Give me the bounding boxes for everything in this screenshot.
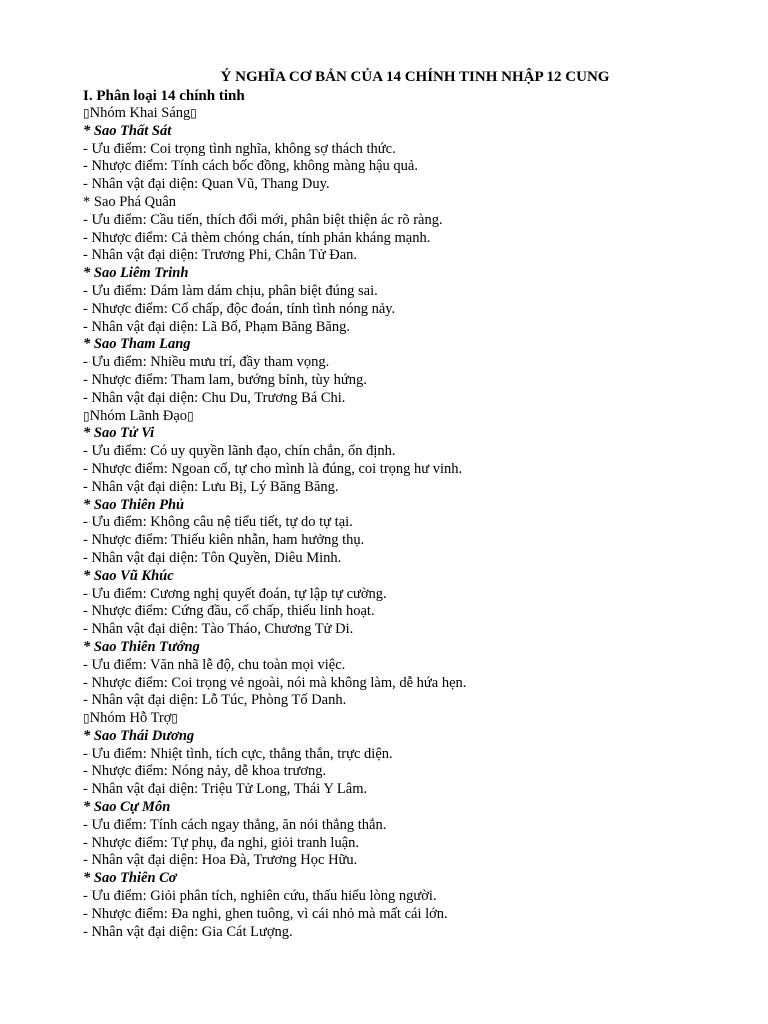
section-heading: I. Phân loại 14 chính tinh	[83, 88, 245, 104]
missing-glyph-icon: ▯	[190, 106, 197, 120]
missing-glyph-icon: ▯	[83, 408, 90, 423]
list-item: - Ưu điểm: Giỏi phân tích, nghiên cứu, thấu hiểu lòng người.	[83, 888, 437, 905]
group-heading	[83, 408, 723, 426]
list-item: - Ưu điểm: Nhiều mưu trí, đầy tham vọng.	[83, 354, 330, 371]
list-item: - Nhược điểm: Cả thèm chóng chán, tính phản kháng mạnh.	[83, 229, 431, 246]
list-item: - Ưu điểm: Tính cách ngay thẳng, ăn nói thẳng thắn.	[83, 816, 387, 833]
missing-glyph-icon: ▯	[187, 408, 194, 423]
list-item: - Nhân vật đại diện: Quan Vũ, Thang Duy.	[83, 176, 330, 193]
list-item: - Ưu điểm: Coi trọng tình nghĩa, không sợ thách thức.	[83, 140, 396, 157]
missing-glyph-icon: ▯	[83, 106, 90, 120]
list-item: - Ưu điểm: Không câu nệ tiểu tiết, tự do tự tại.	[83, 514, 353, 531]
star-heading: * Sao Vũ Khúc	[83, 567, 174, 584]
document-title: Ý NGHĨA CƠ BẢN CỦA 14 CHÍNH TINH NHẬP 12 CUNG	[220, 69, 610, 85]
star-heading: * Sao Thiên Phủ	[83, 496, 185, 513]
list-item: - Nhược điểm: Tự phụ, đa nghi, giỏi tranh luận.	[83, 834, 360, 851]
list-item: - Nhược điểm: Coi trọng vẻ ngoài, nói mà không làm, dễ hứa hẹn.	[83, 674, 467, 691]
group-label: Nhóm Hỗ Trợ	[89, 710, 172, 727]
star-heading: * Sao Thiên Cơ	[83, 870, 177, 887]
group-heading	[83, 710, 723, 728]
list-item: - Nhược điểm: Tham lam, bướng bỉnh, tùy hứng.	[83, 371, 367, 388]
list-item: - Ưu điểm: Dám làm dám chịu, phân biệt đúng sai.	[83, 282, 378, 299]
star-heading: * Sao Tử Vi	[83, 425, 155, 442]
list-item: - Ưu điểm: Văn nhã lễ độ, chu toàn mọi việc.	[83, 656, 346, 673]
list-item: - Nhân vật đại diện: Gia Cát Lượng.	[83, 923, 293, 940]
list-item: - Nhân vật đại diện: Hoa Đà, Trương Học Hữu.	[83, 852, 358, 869]
star-heading: * Sao Thái Dương	[83, 727, 195, 744]
star-heading: * Sao Tham Lang	[83, 336, 191, 353]
list-item: - Nhân vật đại diện: Trương Phi, Chân Tử Đan.	[83, 247, 358, 264]
list-item: - Nhược điểm: Tính cách bốc đồng, không màng hậu quả.	[83, 158, 418, 175]
list-item: - Ưu điểm: Có uy quyền lãnh đạo, chín chắn, ổn định.	[83, 443, 396, 460]
list-item: - Nhân vật đại diện: Tào Tháo, Chương Tử Di.	[83, 621, 354, 638]
group-label: Nhóm Lãnh Đạo	[89, 407, 188, 424]
list-item: - Nhân vật đại diện: Lã Bố, Phạm Băng Băng.	[83, 318, 350, 335]
list-item: * Sao Phá Quân	[83, 193, 177, 210]
list-item: - Nhược điểm: Thiếu kiên nhẫn, ham hưởng thụ.	[83, 532, 365, 549]
group-heading	[83, 105, 723, 123]
missing-glyph-icon: ▯	[83, 711, 90, 726]
star-heading: * Sao Liêm Trinh	[83, 265, 189, 282]
list-item: - Nhược điểm: Ngoan cố, tự cho mình là đúng, coi trọng hư vinh.	[83, 460, 463, 477]
list-item: - Nhân vật đại diện: Chu Du, Trương Bá Chi.	[83, 389, 346, 406]
list-item: - Nhân vật đại diện: Lưu Bị, Lý Băng Băng.	[83, 478, 339, 495]
missing-glyph-icon: ▯	[171, 711, 179, 726]
group-label: Nhóm Khai Sáng	[89, 105, 191, 121]
document-body	[83, 87, 723, 941]
star-heading: * Sao Thất Sát	[83, 122, 172, 139]
list-item: - Nhược điểm: Cứng đầu, cố chấp, thiếu linh hoạt.	[83, 603, 375, 620]
list-item: - Ưu điểm: Cương nghị quyết đoán, tự lập tự cường.	[83, 585, 387, 602]
list-item: - Nhân vật đại diện: Tôn Quyền, Diêu Minh.	[83, 549, 342, 566]
star-heading: * Sao Cự Môn	[83, 799, 171, 816]
list-item: - Nhược điểm: Nóng nảy, dễ khoa trương.	[83, 763, 327, 780]
list-item: - Nhân vật đại diện: Lỗ Túc, Phòng Tố Danh.	[83, 692, 347, 709]
list-item: - Nhân vật đại diện: Triệu Tử Long, Thái Y Lâm.	[83, 781, 368, 798]
star-heading: * Sao Thiên Tướng	[83, 638, 200, 655]
list-item: - Ưu điểm: Cầu tiến, thích đổi mới, phân biệt thiện ác rõ ràng.	[83, 211, 443, 228]
list-item: - Ưu điểm: Nhiệt tình, tích cực, thẳng thắn, trực diện.	[83, 745, 393, 762]
list-item: - Nhược điểm: Đa nghi, ghen tuông, vì cái nhỏ mà mất cái lớn.	[83, 905, 448, 922]
document-content	[83, 68, 723, 941]
list-item: - Nhược điểm: Cố chấp, độc đoán, tính tình nóng nảy.	[83, 300, 396, 317]
